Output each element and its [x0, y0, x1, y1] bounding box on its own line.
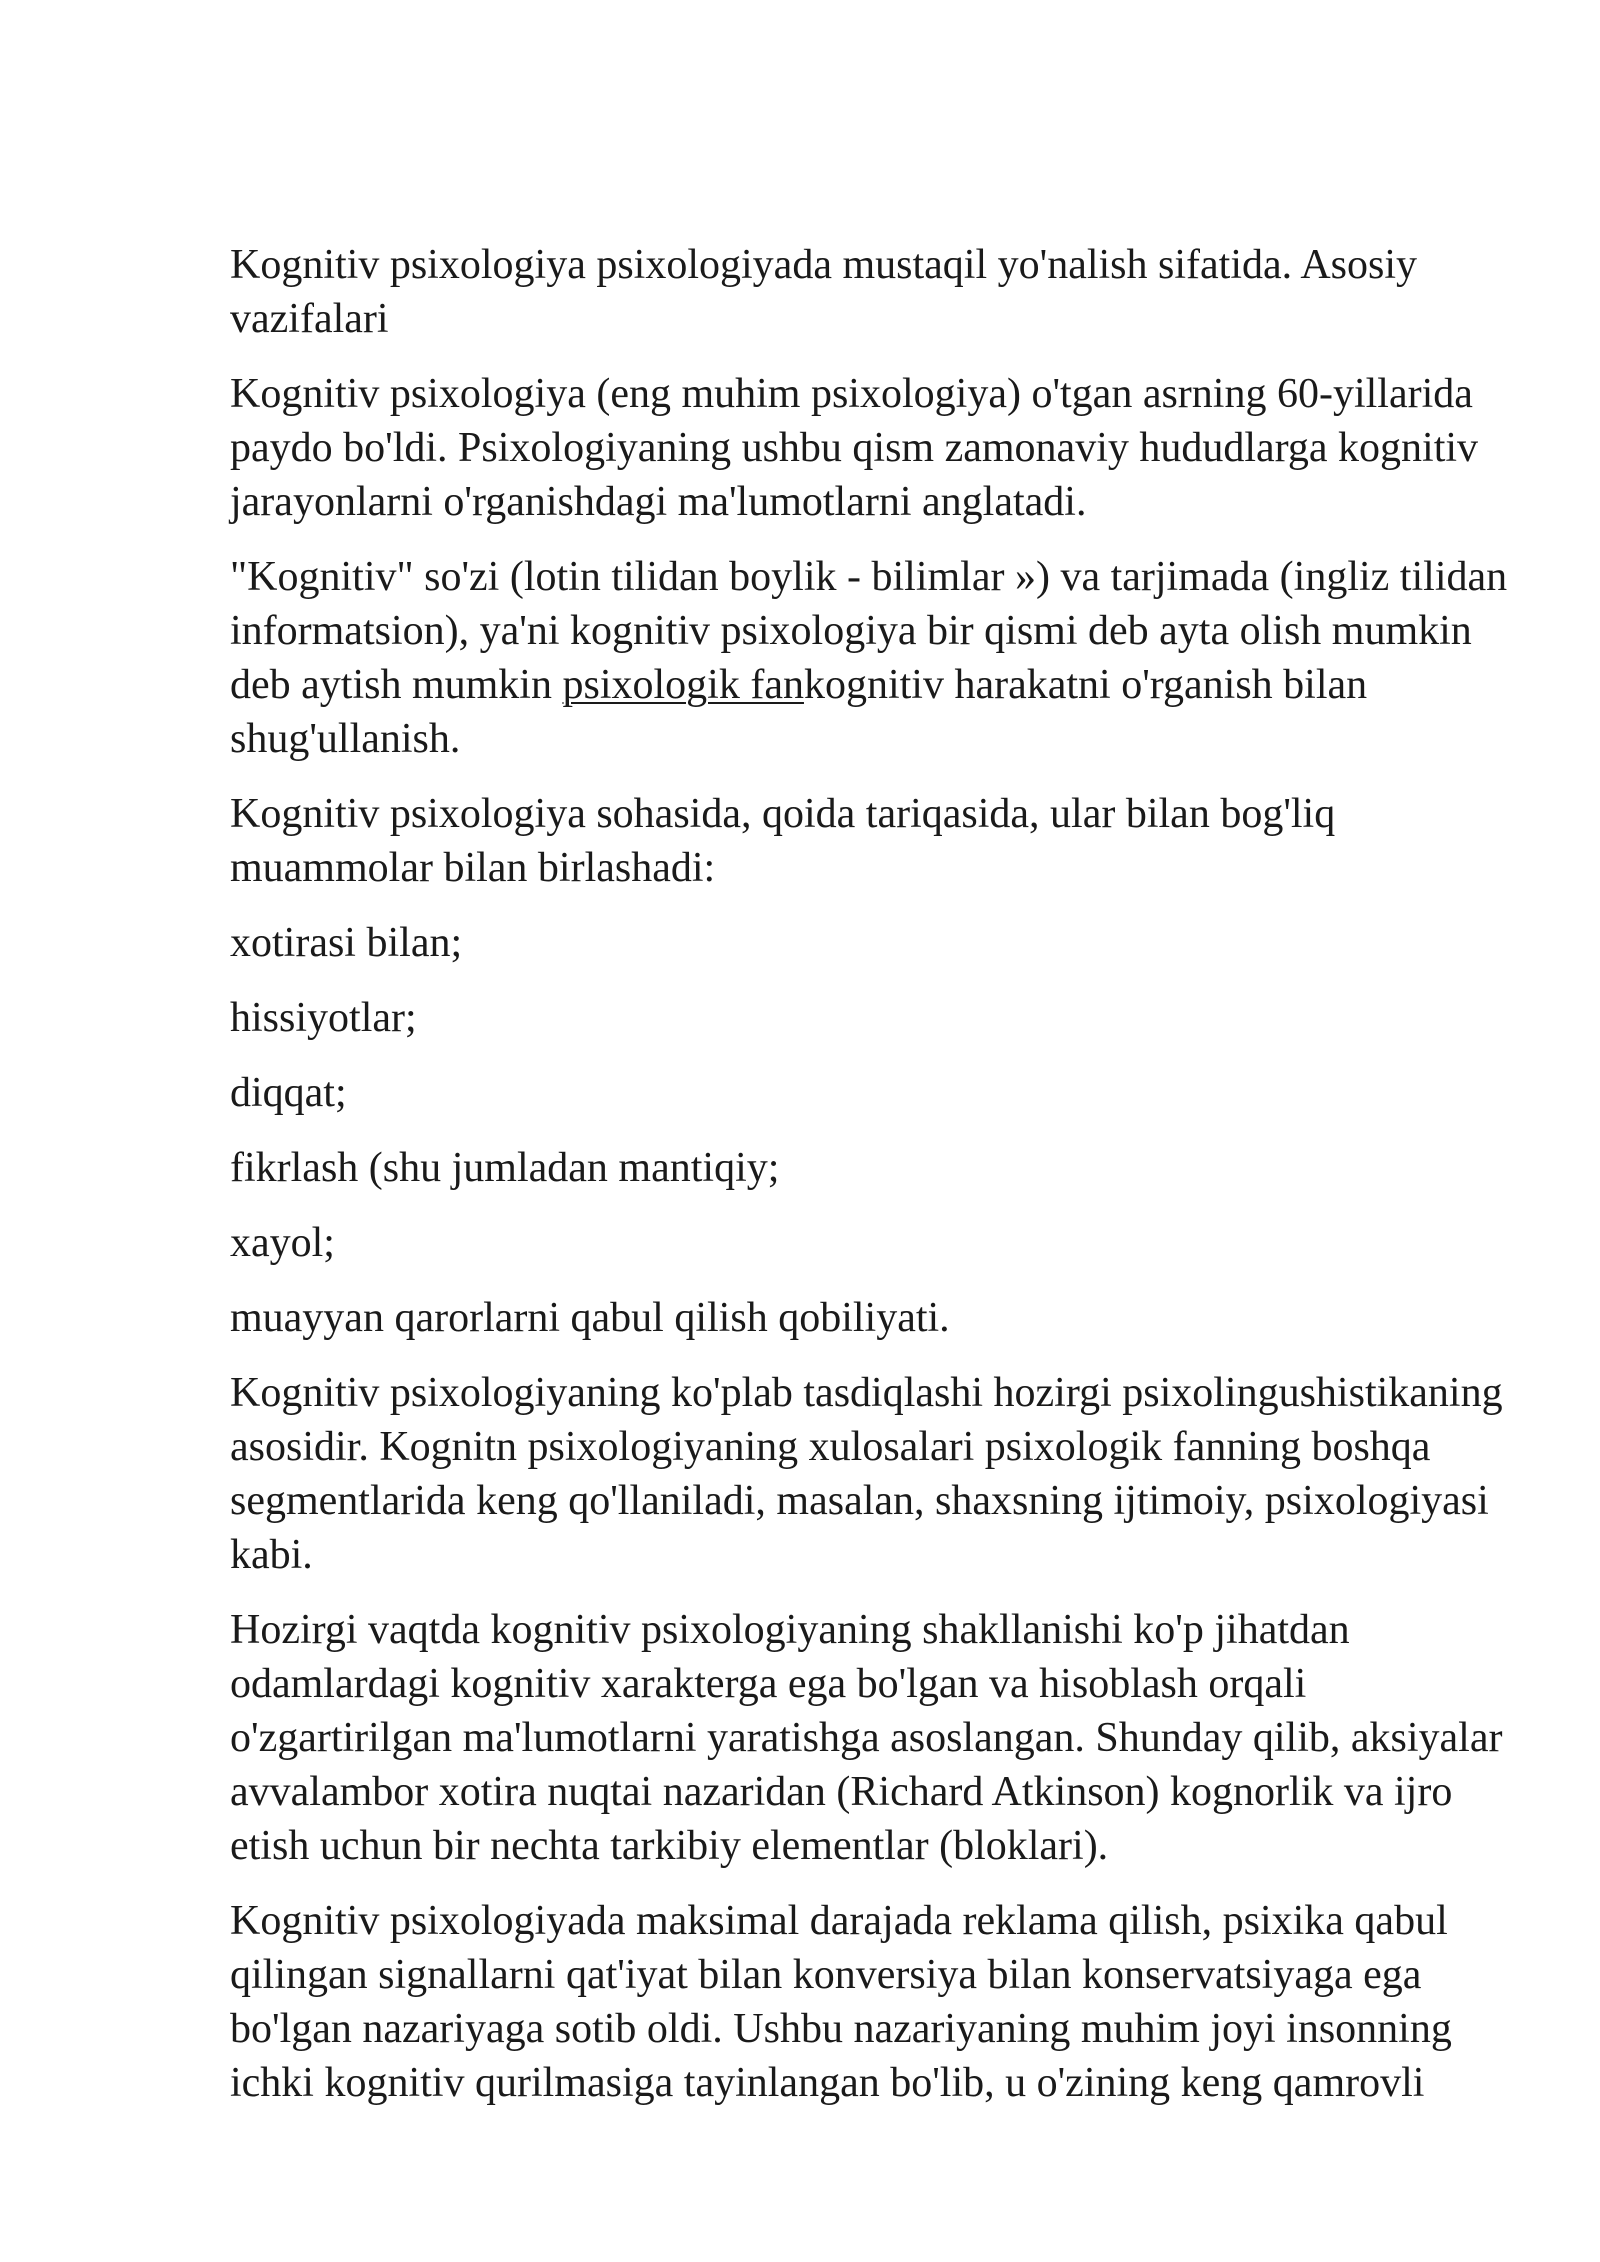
definition-text-start: "Kognitiv" so'zi (lotin tilidan boylik - bilimlar ») va tarjimada (ingliz tilidan informatsion), ya'ni kognitiv psixologiya bir qismi deb ayta olish mumkin deb aytish mumkin: [230, 554, 1508, 708]
list-item: diqqat;: [230, 1070, 347, 1116]
theory-paragraph: Kognitiv psixologiyada maksimal darajada reklama qilish, psixika qabul qilingan signallarni qat'iyat bilan konversiya bilan konservatsiyaga ega bo'lgan nazariyaga sotib oldi. Ushbu nazariyaning muhim joyi insonning ichki kognitiv qurilmasiga tayinlangan bo'lib, u o'zining keng qamrovli: [230, 1898, 1452, 2106]
list-item: fikrlash (shu jumladan mantiqiy;: [230, 1145, 780, 1191]
history-paragraph: Kognitiv psixologiya (eng muhim psixologiya) o'tgan asrning 60-yillarida paydo bo'ldi. Psixologiyaning ushbu qism zamonaviy hududlarga kognitiv jarayonlarni o'rganishdagi ma'lumotlarni anglatadi.: [230, 371, 1479, 525]
list-item: muayyan qarorlarni qabul qilish qobiliyati.: [230, 1295, 950, 1341]
current-state-paragraph: Hozirgi vaqtda kognitiv psixologiyaning shakllanishi ko'p jihatdan odamlardagi kognitiv xarakterga ega bo'lgan va hisoblash orqali o'zgartirilgan ma'lumotlarni yaratishga asoslangan. Shunday qilib, aksiyalar avvalambor xotira nuqtai nazaridan (Richard Atkinson) kognorlik va ijro etish uchun bir nechta tarkibiy elementlar (bloklari).: [230, 1607, 1503, 1869]
document-page: [230, 238, 1530, 2131]
problems-intro-paragraph: Kognitiv psixologiya sohasida, qoida tariqasida, ular bilan bog'liq muammolar bilan birlashadi:: [230, 791, 1336, 891]
list-item: hissiyotlar;: [230, 995, 417, 1041]
definition-paragraph: [230, 550, 1530, 766]
intro-heading-paragraph: Kognitiv psixologiya psixologiyada mustaqil yo'nalish sifatida. Asosiy vazifalari: [230, 242, 1418, 342]
definition-text-end: kognitiv harakatni o'rganish bilan shug'ullanish.: [230, 662, 1368, 762]
list-item: xayol;: [230, 1220, 335, 1266]
psixologik-fan-link[interactable]: psixologik fan: [562, 662, 804, 708]
list-item: xotirasi bilan;: [230, 920, 463, 966]
applications-paragraph: Kognitiv psixologiyaning ko'plab tasdiqlashi hozirgi psixolingushistikaning asosidir. Kognitn psixologiyaning xulosalari psixologik fanning boshqa segmentlarida keng qo'llaniladi, masalan, shaxsning ijtimoiy, psixologiyasi kabi.: [230, 1370, 1503, 1578]
